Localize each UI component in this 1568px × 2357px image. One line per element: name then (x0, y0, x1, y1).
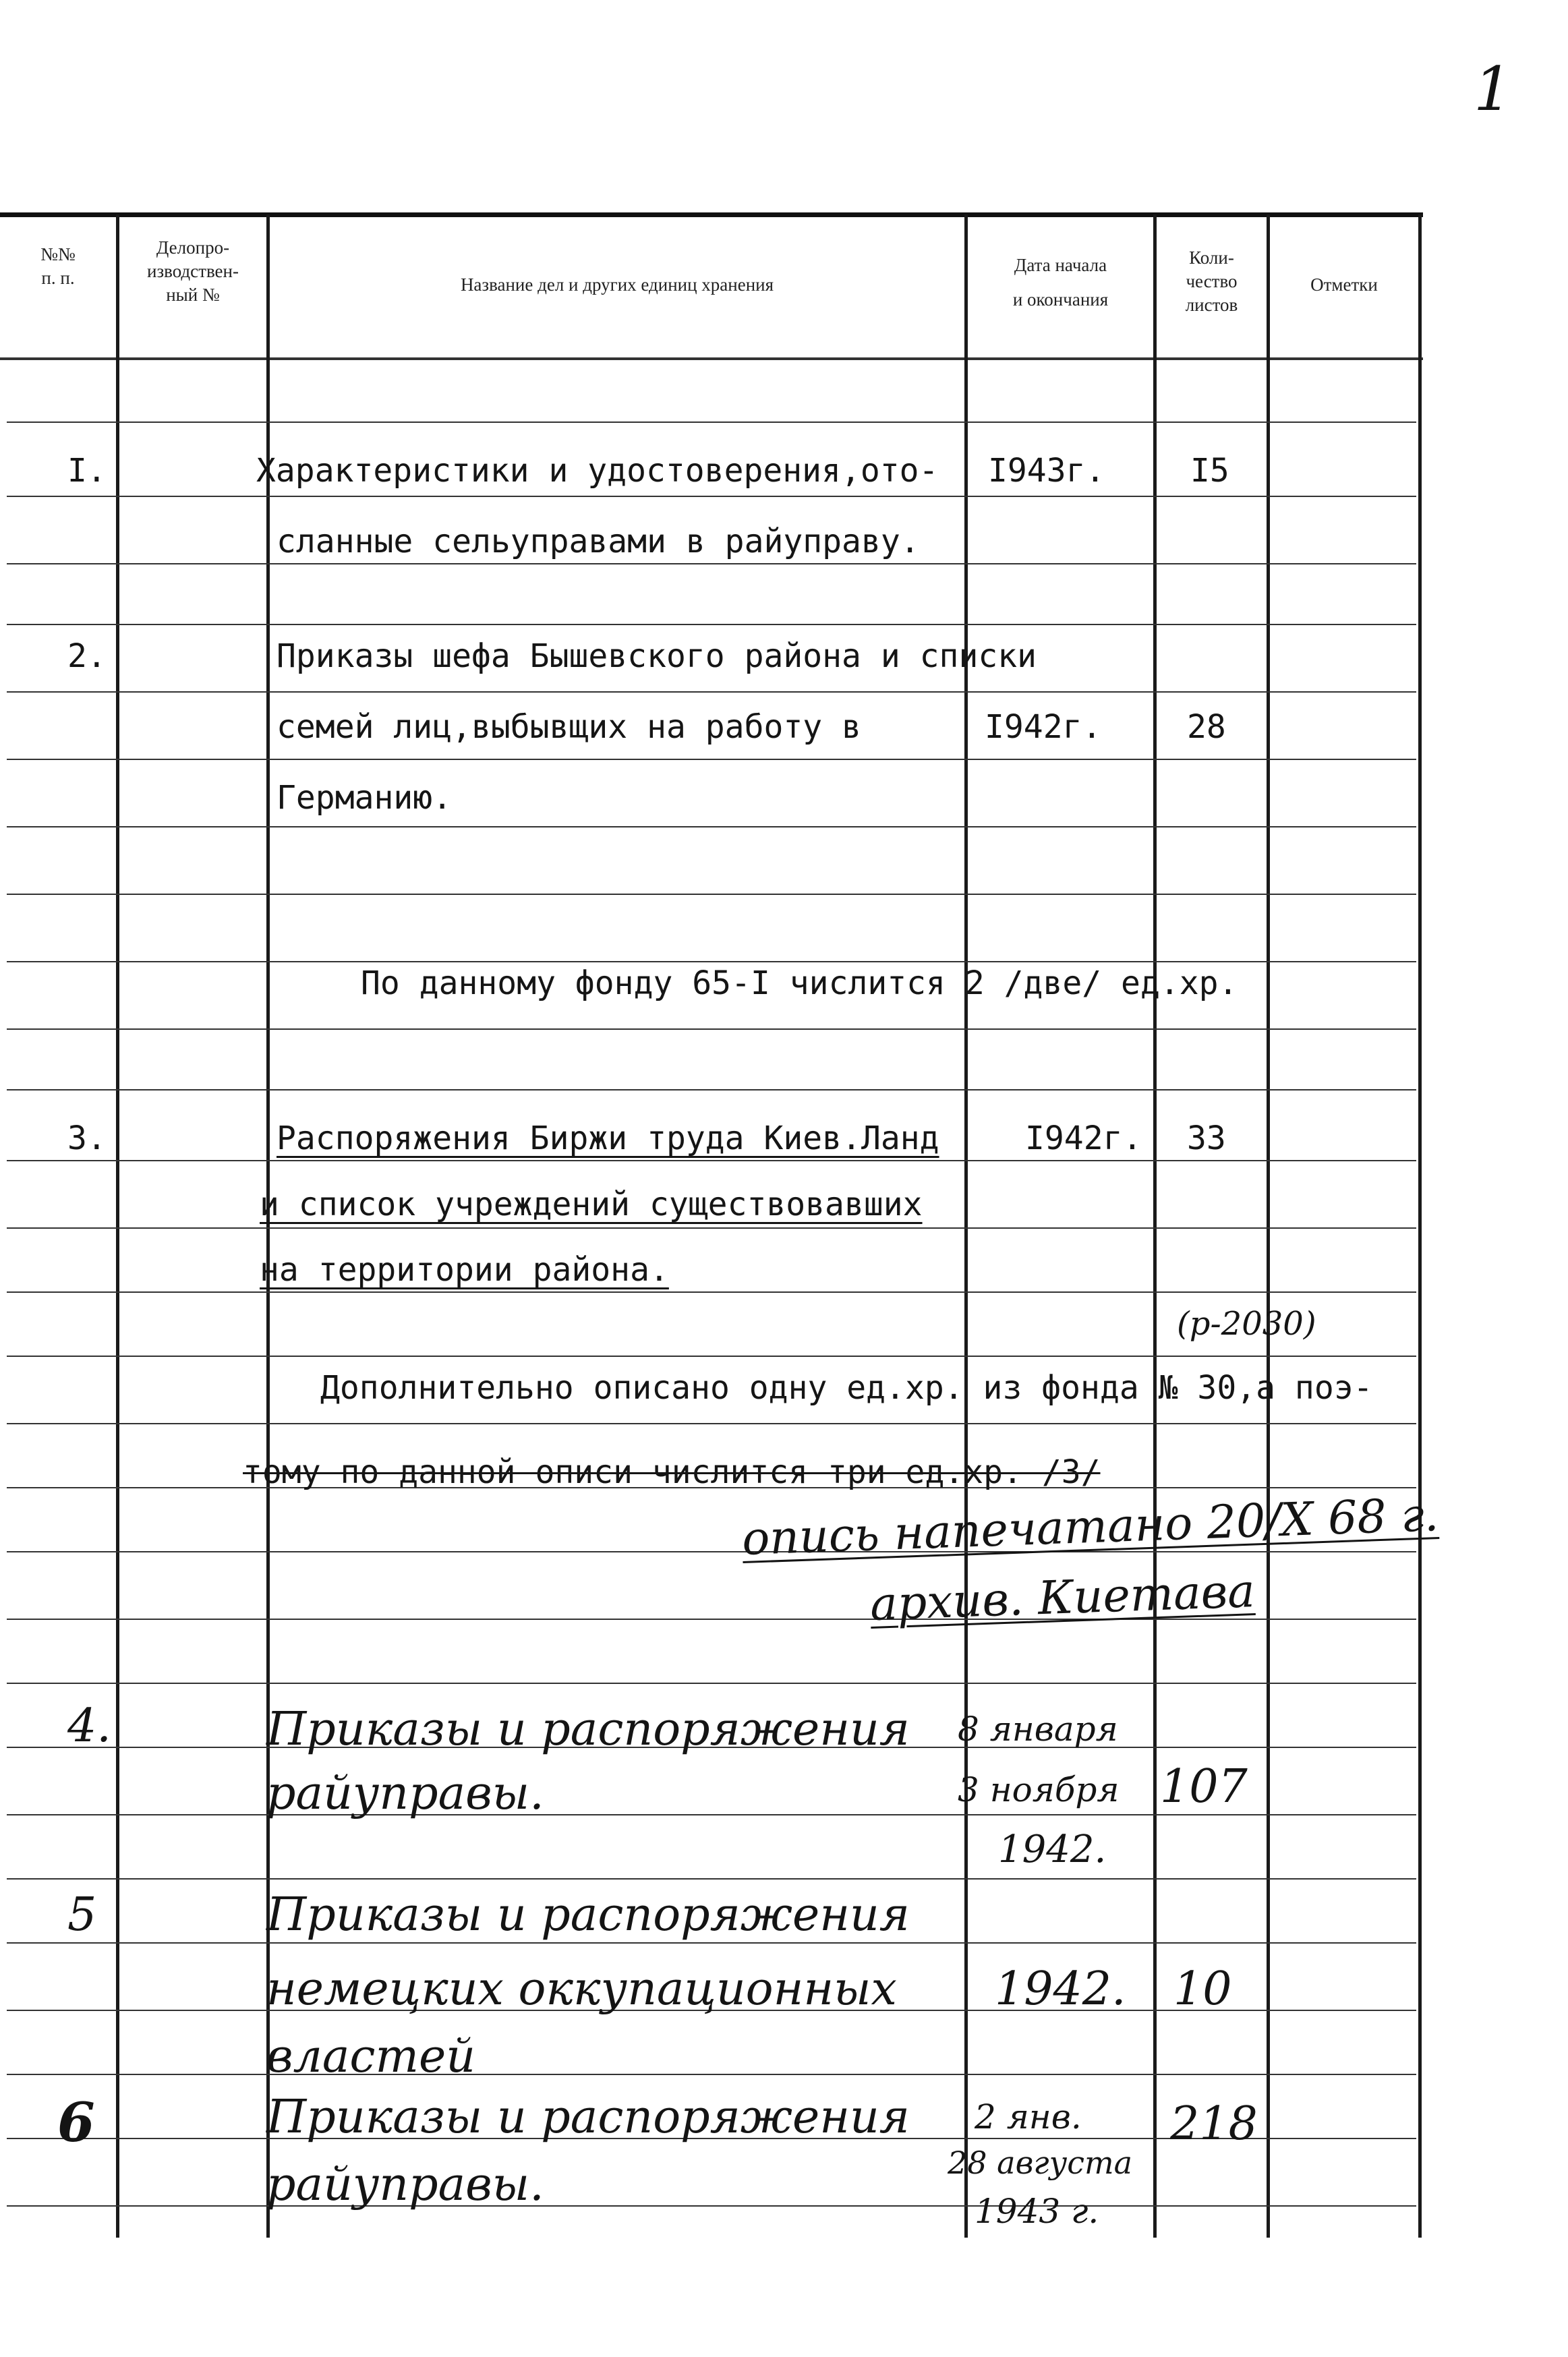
row-5-number: 5 (67, 1888, 97, 1942)
row-2-title-line-1: Приказы шефа Бышевского района и списки (277, 637, 1037, 675)
header-col-office-no: Делопро- изводствен- ный № (147, 237, 239, 305)
row-4-dates-line-3: 1942. (998, 1828, 1107, 1871)
additional-note-line-2: тому по данной описи числится три ед.хр. /3/ (243, 1453, 1101, 1491)
ruled-line (7, 1356, 1416, 1357)
row-3-title-line-1: Распоряжения Биржи труда Киев.Ланд (277, 1119, 939, 1157)
row-2-number: 2. (67, 637, 107, 675)
row-1-dates: I943г. (988, 452, 1105, 490)
ruled-line (7, 421, 1416, 423)
ruled-line (7, 496, 1416, 497)
ruled-line (7, 1878, 1416, 1880)
row-4-title-line-1: Приказы и распоряжения (266, 1703, 910, 1756)
col-divider-6 (1418, 214, 1422, 2238)
header-col-sheets: Коли- чество листов (1185, 248, 1238, 316)
row-1-number: I. (67, 452, 107, 490)
row-4-dates-line-1: 8 января (958, 1710, 1118, 1749)
ruled-line (7, 1028, 1416, 1030)
row-1-sheets: I5 (1190, 452, 1229, 490)
ruled-line (7, 1227, 1416, 1229)
table-top-border (0, 212, 1423, 217)
ruled-line (7, 826, 1416, 827)
ruled-line (7, 759, 1416, 760)
ruled-line (7, 894, 1416, 895)
handwritten-fund-reference: (р-2030) (1177, 1305, 1316, 1343)
ruled-line (7, 1683, 1416, 1684)
row-6-dates-line-1: 2 янв. (975, 2097, 1082, 2136)
header-col-title: Название дел и других единиц хранения (460, 274, 774, 295)
row-2-sheets: 28 (1187, 708, 1226, 746)
row-5-dates: 1942. (995, 1962, 1126, 2016)
ruled-line (7, 2205, 1416, 2207)
row-6-title-line-2: райуправы. (266, 2158, 544, 2211)
ruled-line (7, 1089, 1416, 1090)
additional-note-line-1: Дополнительно описано одну ед.хр. из фонда № 30,а поэ- (320, 1369, 1373, 1407)
header-col-dates: Дата начала и окончания (1012, 255, 1109, 310)
header-bottom-border (0, 357, 1423, 360)
page-number: 1 (1474, 54, 1513, 125)
ruled-line (7, 961, 1416, 962)
row-3-number: 3. (67, 1119, 107, 1157)
row-1-title-line-2: сланные сельуправами в райуправу. (277, 523, 920, 560)
ruled-line (7, 1291, 1416, 1293)
col-divider-4 (1153, 214, 1157, 2238)
row-5-title-line-1: Приказы и распоряжения (266, 1888, 910, 1942)
ruled-line (7, 563, 1416, 564)
row-3-title-line-3: на территории района. (260, 1251, 669, 1289)
handwritten-printed-note: опись напечатано 20/X 68 г. (741, 1488, 1440, 1567)
row-5-title-line-2: немецких оккупационных (266, 1962, 897, 2016)
ruled-line (7, 1551, 1416, 1552)
header-col-notes: Отметки (1310, 274, 1378, 295)
handwritten-archivist-signature: архив. Киетава (869, 1565, 1256, 1631)
row-6-sheets: 218 (1170, 2097, 1258, 2151)
row-3-dates: I942г. (1025, 1119, 1142, 1157)
row-6-number: 6 (57, 2091, 95, 2154)
ruled-line (7, 691, 1416, 693)
header-col-no: №№ п. п. (40, 244, 76, 289)
row-4-dates-line-2: 3 ноября (958, 1770, 1120, 1809)
row-2-title-line-2: семей лиц,выбывщих на работу в (277, 708, 861, 746)
col-divider-1 (116, 214, 119, 2238)
row-5-sheets: 10 (1173, 1962, 1232, 2016)
col-divider-3 (964, 214, 968, 2238)
row-3-sheets: 33 (1187, 1119, 1226, 1157)
row-5-title-line-3: властей (266, 2030, 476, 2083)
row-1-title-line-1: Характеристики и удостоверения,ото- (256, 452, 939, 490)
ruled-line (7, 624, 1416, 625)
row-6-title-line-1: Приказы и распоряжения (266, 2091, 910, 2144)
fund-summary: По данному фонду 65-I числится 2 /две/ ед.хр. (361, 964, 1238, 1002)
ruled-line (7, 1423, 1416, 1424)
col-divider-5 (1267, 214, 1270, 2238)
row-2-title-line-3: Германию. (277, 779, 453, 817)
ruled-line (7, 1814, 1416, 1815)
ruled-line (7, 2074, 1416, 2075)
row-4-sheets: 107 (1160, 1760, 1248, 1813)
row-4-title-line-2: райуправы. (266, 1767, 544, 1820)
row-4-number: 4. (67, 1699, 111, 1753)
row-6-dates-line-3: 1943 г. (975, 2192, 1099, 2231)
row-6-dates-line-2: 28 августа (948, 2145, 1133, 2181)
row-2-dates: I942г. (985, 708, 1102, 746)
ruled-line (7, 1942, 1416, 1944)
ruled-line (7, 1160, 1416, 1161)
row-3-title-line-2: и список учреждений существовавших (260, 1186, 923, 1223)
